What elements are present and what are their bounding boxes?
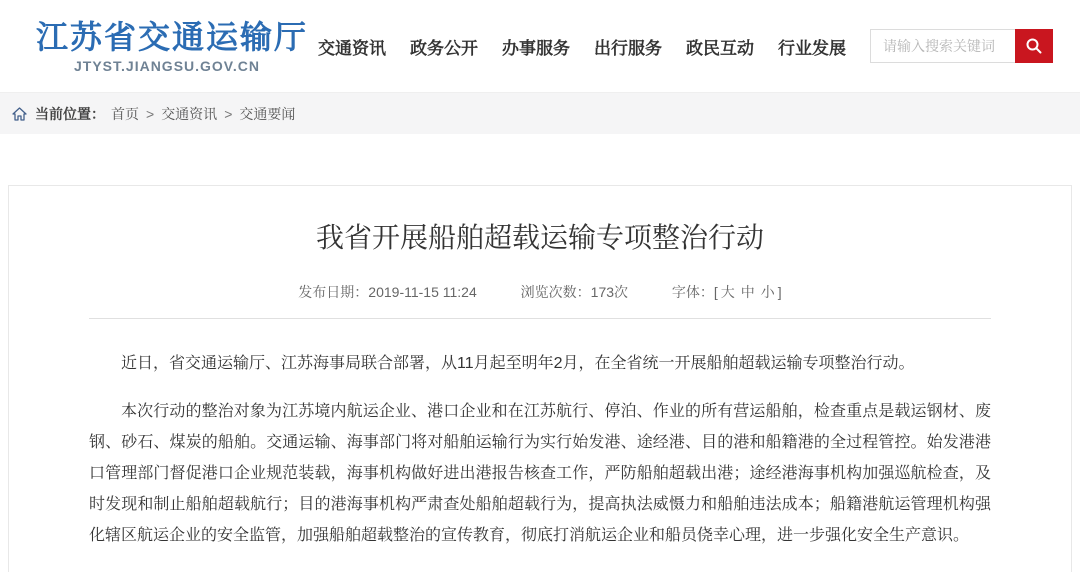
font-size-option-1[interactable]: 中 bbox=[740, 284, 755, 300]
font-size-option-0[interactable]: 大 bbox=[720, 284, 735, 300]
nav-item-3[interactable]: 出行服务 bbox=[594, 38, 662, 58]
breadcrumb-links bbox=[111, 104, 295, 124]
breadcrumb-link-1[interactable]: 交通资讯 bbox=[161, 105, 218, 122]
font-size-control bbox=[672, 282, 782, 302]
nav-item-5[interactable]: 行业发展 bbox=[778, 38, 846, 58]
breadcrumb-prefix: 当前位置： bbox=[35, 105, 105, 122]
breadcrumb-separator: > bbox=[146, 105, 155, 122]
font-size-label: 字体： bbox=[671, 284, 714, 300]
nav-item-2[interactable]: 办事服务 bbox=[502, 38, 570, 58]
article-card bbox=[8, 185, 1072, 572]
view-count bbox=[521, 282, 628, 302]
view-count-value: 173次 bbox=[590, 284, 629, 300]
main-nav bbox=[318, 24, 870, 69]
search-input[interactable] bbox=[870, 29, 1015, 63]
site-logo[interactable] bbox=[36, 18, 309, 74]
font-bracket-close: ] bbox=[777, 284, 782, 300]
nav-item-4[interactable]: 政民互动 bbox=[686, 38, 754, 58]
site-logo-subtitle: JTYST.JIANGSU.GOV.CN bbox=[74, 58, 260, 74]
article-meta bbox=[89, 282, 991, 302]
font-size-option-2[interactable]: 小 bbox=[760, 284, 775, 300]
article-paragraph-1: 本次行动的整治对象为江苏境内航运企业、港口企业和在江苏航行、停泊、作业的所有营运船舶，检查重点是载运钢材、废钢、砂石、煤炭的船舶。交通运输、海事部门将对船舶运输行为实行始发港、途经港、目的港和船籍港的全过程管控。始发港港口管理部门督促港口企业规范装载，海事机构做好进出港报告核查工作，严防船舶超载出港；途经港海事机构加强巡航检查，及时发现和制止船舶超载航行；目的港海事机构严肃查处船舶超载行为，提高执法威慑力和船舶违法成本；船籍港航运管理机构强化辖区航运企业的安全监管，加强船舶超载整治的宣传教育，彻底打消航运企业和船员侥幸心理，进一步强化安全生产意识。 bbox=[89, 403, 991, 544]
content-area bbox=[0, 134, 1080, 572]
home-icon bbox=[12, 107, 27, 121]
search-area bbox=[870, 29, 1053, 63]
article-paragraph-0: 近日，省交通运输厅、江苏海事局联合部署，从11月起至明年2月，在全省统一开展船舶超载运输专项整治行动。 bbox=[121, 355, 915, 372]
site-header bbox=[0, 0, 1080, 92]
publish-date bbox=[298, 282, 476, 302]
nav-item-1[interactable]: 政务公开 bbox=[410, 38, 478, 58]
breadcrumb-separator: > bbox=[224, 105, 233, 122]
nav-item-0[interactable]: 交通资讯 bbox=[318, 38, 386, 58]
breadcrumb-link-2[interactable]: 交通要闻 bbox=[239, 105, 296, 122]
article-title: 我省开展船舶超载运输专项整治行动 bbox=[315, 222, 764, 253]
breadcrumb-link-0[interactable]: 首页 bbox=[111, 105, 139, 122]
publish-date-value: 2019-11-15 11:24 bbox=[368, 284, 477, 300]
font-bracket-open: [ bbox=[713, 284, 718, 300]
view-count-label: 浏览次数： bbox=[520, 284, 591, 300]
article-body bbox=[89, 319, 991, 551]
breadcrumb bbox=[0, 92, 1080, 134]
site-logo-title: 江苏省交通运输厅 bbox=[36, 19, 309, 55]
publish-date-label: 发布日期： bbox=[298, 284, 369, 300]
search-icon bbox=[1025, 37, 1043, 55]
search-button[interactable] bbox=[1015, 29, 1053, 63]
